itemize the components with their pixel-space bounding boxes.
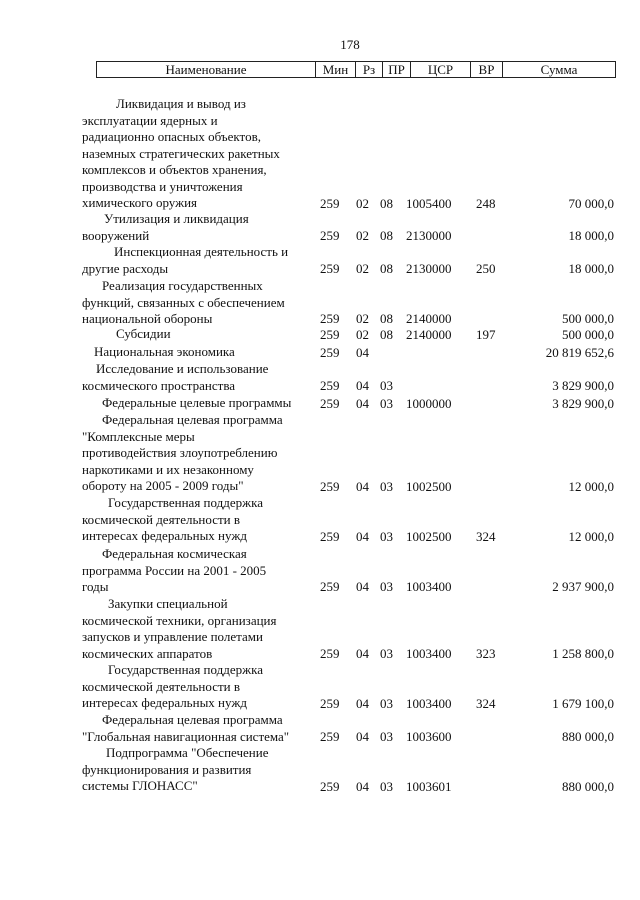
table-row [0, 344, 640, 361]
row-name: Федеральная целевая программа "Глобальная навигационная система" [82, 712, 290, 744]
row-csr: 2130000 [406, 260, 452, 276]
row-pr: 03 [380, 528, 393, 544]
header-sum: Сумма [502, 62, 615, 77]
page-number: 178 [340, 37, 360, 52]
row-csr: 2140000 [406, 326, 452, 342]
table-row [0, 278, 640, 327]
row-rz: 02 [356, 260, 369, 276]
row-rz: 04 [356, 578, 369, 594]
table-row [0, 546, 640, 595]
row-csr: 1003601 [406, 778, 452, 794]
row-csr: 2140000 [406, 310, 452, 326]
row-rz: 02 [356, 310, 369, 326]
row-min: 259 [320, 195, 340, 211]
row-min: 259 [320, 227, 340, 243]
row-name: Национальная экономика [94, 344, 235, 359]
row-sum: 70 000,0 [568, 195, 614, 211]
row-min: 259 [320, 695, 340, 711]
table-header [96, 61, 616, 78]
row-pr: 08 [380, 227, 393, 243]
row-csr: 1003400 [406, 695, 452, 711]
row-sum: 18 000,0 [568, 260, 614, 276]
header-pr: ПР [382, 62, 410, 77]
row-rz: 02 [356, 326, 369, 342]
table-row [0, 395, 640, 412]
row-csr: 1002500 [406, 528, 452, 544]
row-min: 259 [320, 578, 340, 594]
row-rz: 02 [356, 227, 369, 243]
row-sum: 3 829 900,0 [552, 395, 614, 411]
row-min: 259 [320, 377, 340, 393]
row-csr: 1005400 [406, 195, 452, 211]
row-min: 259 [320, 326, 340, 342]
row-name: Реализация государственных функций, связанных с обеспечением национальной обороны [82, 278, 285, 326]
table-row [0, 96, 640, 212]
row-name: Федеральная целевая программа "Комплексные меры противодействия злоупотреблению наркотиками и их незаконному обороту на 2005 - 2009 годы" [82, 412, 283, 493]
header-rz: Рз [355, 62, 382, 77]
row-pr: 08 [380, 326, 393, 342]
row-name: Федеральные целевые программы [102, 395, 292, 410]
row-name: Государственная поддержка космической деятельности в интересах федеральных нужд [82, 662, 264, 710]
row-csr: 1000000 [406, 395, 452, 411]
row-vr: 323 [476, 645, 496, 661]
table-row [0, 596, 640, 662]
row-csr: 1003400 [406, 578, 452, 594]
row-name: Федеральная космическая программа России на 2001 - 2005 годы [82, 546, 267, 594]
table-row [0, 211, 640, 244]
row-sum: 880 000,0 [562, 778, 614, 794]
row-name: Субсидии [116, 326, 171, 341]
row-vr: 324 [476, 695, 496, 711]
row-name: Подпрограмма "Обеспечение функционирования и развития системы ГЛОНАСС" [82, 745, 269, 793]
row-pr: 08 [380, 310, 393, 326]
row-pr: 03 [380, 778, 393, 794]
row-sum: 880 000,0 [562, 728, 614, 744]
row-csr: 2130000 [406, 227, 452, 243]
header-vr: ВР [470, 62, 502, 77]
row-rz: 02 [356, 195, 369, 211]
table-row [0, 495, 640, 545]
row-pr: 03 [380, 645, 393, 661]
header-csr: ЦСР [410, 62, 470, 77]
row-min: 259 [320, 778, 340, 794]
row-sum: 12 000,0 [568, 478, 614, 494]
row-sum: 18 000,0 [568, 227, 614, 243]
row-rz: 04 [356, 395, 369, 411]
row-min: 259 [320, 728, 340, 744]
table-row [0, 244, 640, 277]
row-csr: 1002500 [406, 478, 452, 494]
row-min: 259 [320, 344, 340, 360]
row-name: Ликвидация и вывод из эксплуатации ядерных и радиационно опасных объектов, наземных стратегических ракетных комплексов и объектов хранения, производства и уничтожения химического оружия [82, 96, 280, 210]
row-min: 259 [320, 395, 340, 411]
row-name: Исследование и использование космического пространства [82, 361, 269, 393]
table-row [0, 745, 640, 795]
row-csr: 1003600 [406, 728, 452, 744]
row-sum: 500 000,0 [562, 310, 614, 326]
table-row [0, 412, 640, 495]
row-pr: 08 [380, 260, 393, 276]
row-pr: 03 [380, 695, 393, 711]
row-rz: 04 [356, 528, 369, 544]
row-vr: 324 [476, 528, 496, 544]
row-min: 259 [320, 310, 340, 326]
row-pr: 08 [380, 195, 393, 211]
row-rz: 04 [356, 778, 369, 794]
row-rz: 04 [356, 478, 369, 494]
row-sum: 12 000,0 [568, 528, 614, 544]
row-name: Инспекционная деятельность и другие расходы [82, 244, 289, 276]
row-name: Государственная поддержка космической деятельности в интересах федеральных нужд [82, 495, 264, 543]
row-vr: 197 [476, 326, 496, 342]
row-min: 259 [320, 645, 340, 661]
row-rz: 04 [356, 377, 369, 393]
row-sum: 500 000,0 [562, 326, 614, 342]
row-sum: 1 679 100,0 [552, 695, 614, 711]
row-rz: 04 [356, 695, 369, 711]
row-sum: 1 258 800,0 [552, 645, 614, 661]
row-rz: 04 [356, 728, 369, 744]
row-csr: 1003400 [406, 645, 452, 661]
row-pr: 03 [380, 395, 393, 411]
row-min: 259 [320, 260, 340, 276]
table-row [0, 361, 640, 394]
header-name: Наименование [165, 62, 247, 77]
table-row [0, 712, 640, 745]
row-sum: 20 819 652,6 [545, 344, 614, 360]
row-vr: 248 [476, 195, 496, 211]
row-min: 259 [320, 528, 340, 544]
row-rz: 04 [356, 344, 369, 360]
row-min: 259 [320, 478, 340, 494]
table-row [0, 326, 640, 343]
row-sum: 3 829 900,0 [552, 377, 614, 393]
row-vr: 250 [476, 260, 496, 276]
header-min: Мин [315, 62, 355, 77]
row-name: Утилизация и ликвидация вооружений [82, 211, 249, 243]
row-pr: 03 [380, 578, 393, 594]
table-row [0, 662, 640, 712]
row-pr: 03 [380, 377, 393, 393]
row-pr: 03 [380, 478, 393, 494]
row-name: Закупки специальной космической техники, организация запусков и управление полетами космических аппаратов [82, 596, 277, 661]
row-rz: 04 [356, 645, 369, 661]
row-sum: 2 937 900,0 [552, 578, 614, 594]
row-pr: 03 [380, 728, 393, 744]
